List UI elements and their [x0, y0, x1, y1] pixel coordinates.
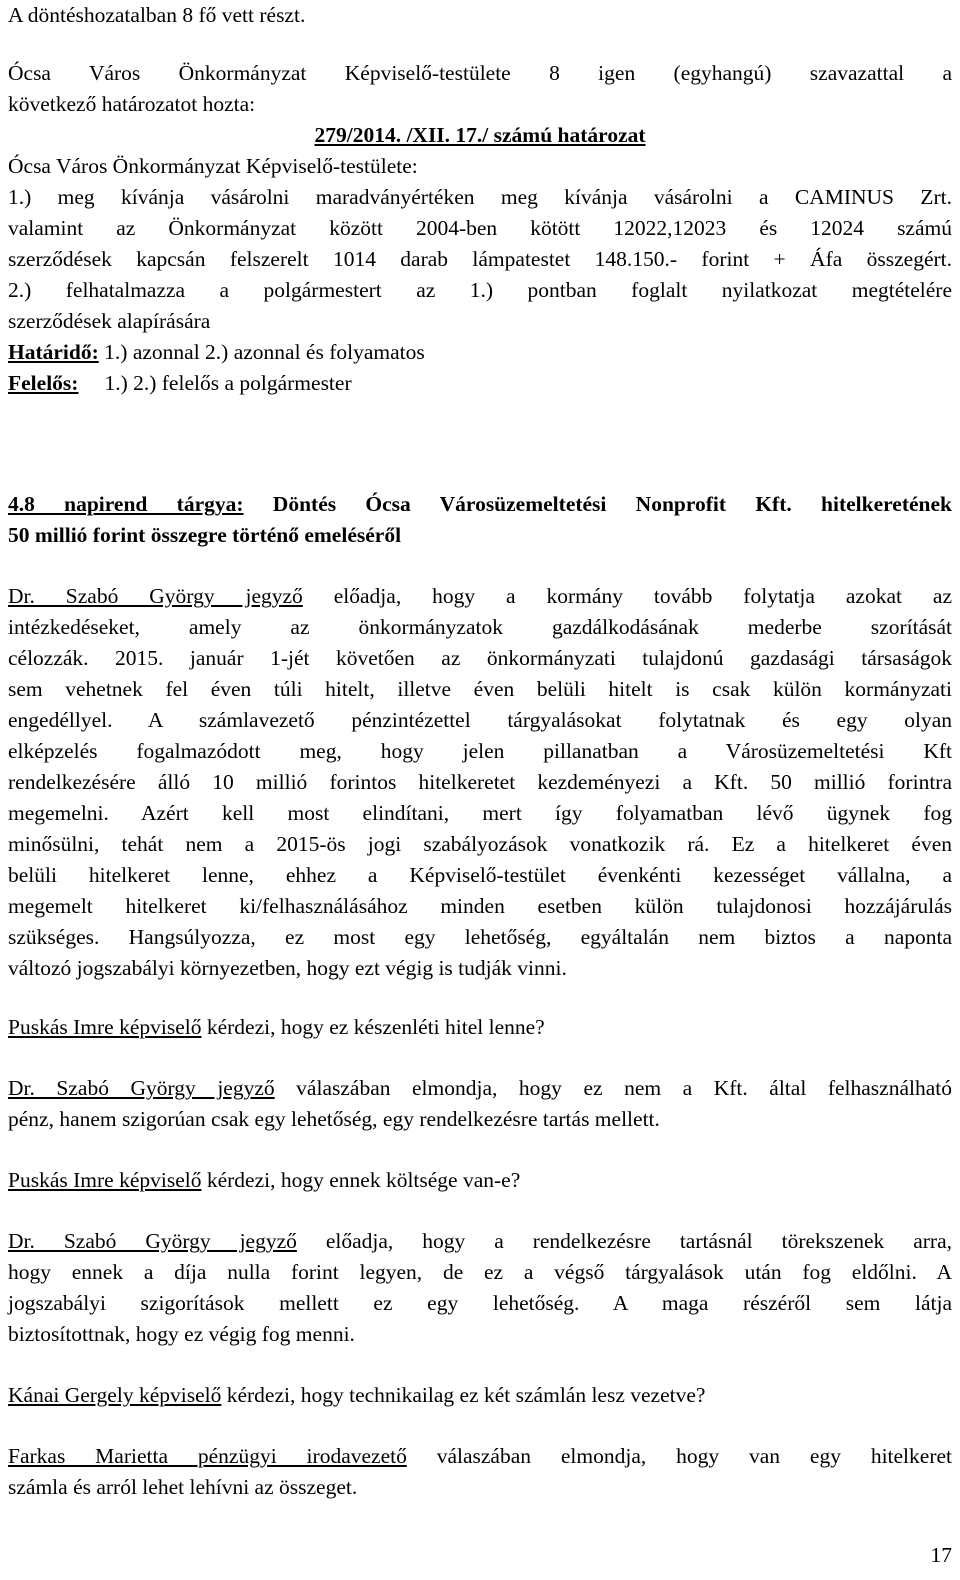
speech-line: szükséges. Hangsúlyozza, ez most egy lehetőség, egyáltalán nem biztos a naponta: [8, 925, 952, 949]
resolution-body-line: szerződések kapcsán felszerelt 1014 darab lámpatestet 148.150.- forint + Áfa összegért.: [8, 247, 952, 271]
speech-line: Kánai Gergely képviselő kérdezi, hogy technikailag ez két számlán lesz vezetve?: [8, 1383, 706, 1407]
speech-line: belüli hitelkeret lenne, ehhez a Képviselő-testület évenkénti kezességet vállalna, a: [8, 863, 952, 887]
speech-line: megemelni. Azért kell most elindítani, mert így folyamatban lévő ügynek fog: [8, 801, 952, 825]
speech-line: Dr. Szabó György jegyző előadja, hogy a rendelkezésre tartásnál törekszenek arra,: [8, 1229, 952, 1253]
responsible-text: 1.) 2.) felelős a polgármester: [104, 371, 352, 395]
speech-line: Puskás Imre képviselő kérdezi, hogy ennek költsége van-e?: [8, 1168, 521, 1192]
speaker-name: Farkas Marietta pénzügyi irodavezető: [8, 1444, 407, 1468]
attendance-line: A döntéshozatalban 8 fő vett részt.: [8, 3, 306, 27]
speech-line: sem vehetnek fel éven túli hitelt, illetve éven belüli hitelt is csak külön kormányzati: [8, 677, 952, 701]
speaker-name: Puskás Imre képviselő: [8, 1015, 202, 1039]
vote-line-cont: következő határozatot hozta:: [8, 92, 256, 116]
speech-line: megemelt hitelkeret ki/felhasználásához minden esetben külön tulajdonosi hozzájárulás: [8, 894, 952, 918]
agenda-title: Döntés Ócsa Városüzemeltetési Nonprofit Kft. hitelkeretének: [243, 492, 952, 516]
deadline-label: Határidő:: [8, 340, 99, 364]
deadline-text: 1.) azonnal 2.) azonnal és folyamatos: [98, 340, 425, 364]
speech-line: engedéllyel. A számlavezető pénzintézettel tárgyalásokat folytatnak és egy olyan: [8, 708, 952, 732]
agenda-label: 4.8 napirend tárgya:: [8, 492, 244, 516]
resolution-body-line: szerződések alapírására: [8, 309, 211, 333]
agenda-heading: [8, 489, 952, 519]
speech-line: pénz, hanem szigorúan csak egy lehetőség, egy rendelkezésre tartás mellett.: [8, 1107, 660, 1131]
speech-line: számla és arról lehet lehívni az összeget.: [8, 1475, 358, 1499]
speech-line: minősülni, tehát nem a 2015-ös jogi szabályozások vonatkozik rá. Ez a hitelkeret éven: [8, 832, 952, 856]
speech-line: Farkas Marietta pénzügyi irodavezető válaszában elmondja, hogy van egy hitelkeret: [8, 1444, 953, 1468]
resolution-body-line: 2.) felhatalmazza a polgármestert az 1.) pontban foglalt nyilatkozat megtételére: [8, 278, 952, 302]
resolution-body-line: Ócsa Város Önkormányzat Képviselő-testülete:: [8, 154, 418, 178]
speech-line: Puskás Imre képviselő kérdezi, hogy ez készenléti hitel lenne?: [8, 1015, 545, 1039]
resolution-body-line: 1.) meg kívánja vásárolni maradványértéken meg kívánja vásárolni a CAMINUS Zrt.: [8, 185, 952, 209]
speech-line: rendelkezésére álló 10 millió forintos hitelkeretet kezdeményezi a Kft. 50 millió forintra: [8, 770, 952, 794]
speech-line: Dr. Szabó György jegyző előadja, hogy a kormány tovább folytatja azokat az: [8, 584, 952, 608]
speech-line: célozzák. 2015. január 1-jét követően az önkormányzati tulajdonú gazdasági társaságok: [8, 646, 952, 670]
speaker-name: Kánai Gergely képviselő: [8, 1383, 222, 1407]
speaker-name: Dr. Szabó György jegyző: [8, 1076, 275, 1100]
speaker-name: Dr. Szabó György jegyző: [8, 1229, 297, 1253]
resolution-body-line: valamint az Önkormányzat között 2004-ben kötött 12022,12023 és 12024 számú: [8, 216, 952, 240]
speech-line: változó jogszabályi környezetben, hogy ezt végig is tudják vinni.: [8, 956, 567, 980]
speech-line: elképzelés fogalmazódott meg, hogy jelen pillanatban a Városüzemeltetési Kft: [8, 739, 952, 763]
speaker-name: Puskás Imre képviselő: [8, 1168, 202, 1192]
vote-line: Ócsa Város Önkormányzat Képviselő-testülete 8 igen (egyhangú) szavazattal a: [8, 61, 952, 85]
speech-line: intézkedéseket, amely az önkormányzatok gazdálkodásának mederbe szorítását: [8, 615, 952, 639]
speech-line: Dr. Szabó György jegyző válaszában elmondja, hogy ez nem a Kft. által felhasználható: [8, 1076, 952, 1100]
agenda-heading-cont: 50 millió forint összegre történő emeléséről: [8, 523, 402, 547]
responsible-label: Felelős:: [8, 371, 79, 395]
resolution-title: 279/2014. /XII. 17./ számú határozat: [314, 123, 646, 147]
responsible-line: [8, 368, 952, 398]
deadline-line: [8, 337, 952, 367]
page-number: 17: [930, 1543, 952, 1567]
speaker-name: Dr. Szabó György jegyző: [8, 584, 303, 608]
speech-line: jogszabályi szigorítások mellett ez egy lehetőség. A maga részéről sem látja: [8, 1291, 952, 1315]
speech-line: hogy ennek a díja nulla forint legyen, de ez a végső tárgyalások után fog eldőlni. A: [8, 1260, 952, 1284]
speech-line: biztosítottnak, hogy ez végig fog menni.: [8, 1322, 355, 1346]
